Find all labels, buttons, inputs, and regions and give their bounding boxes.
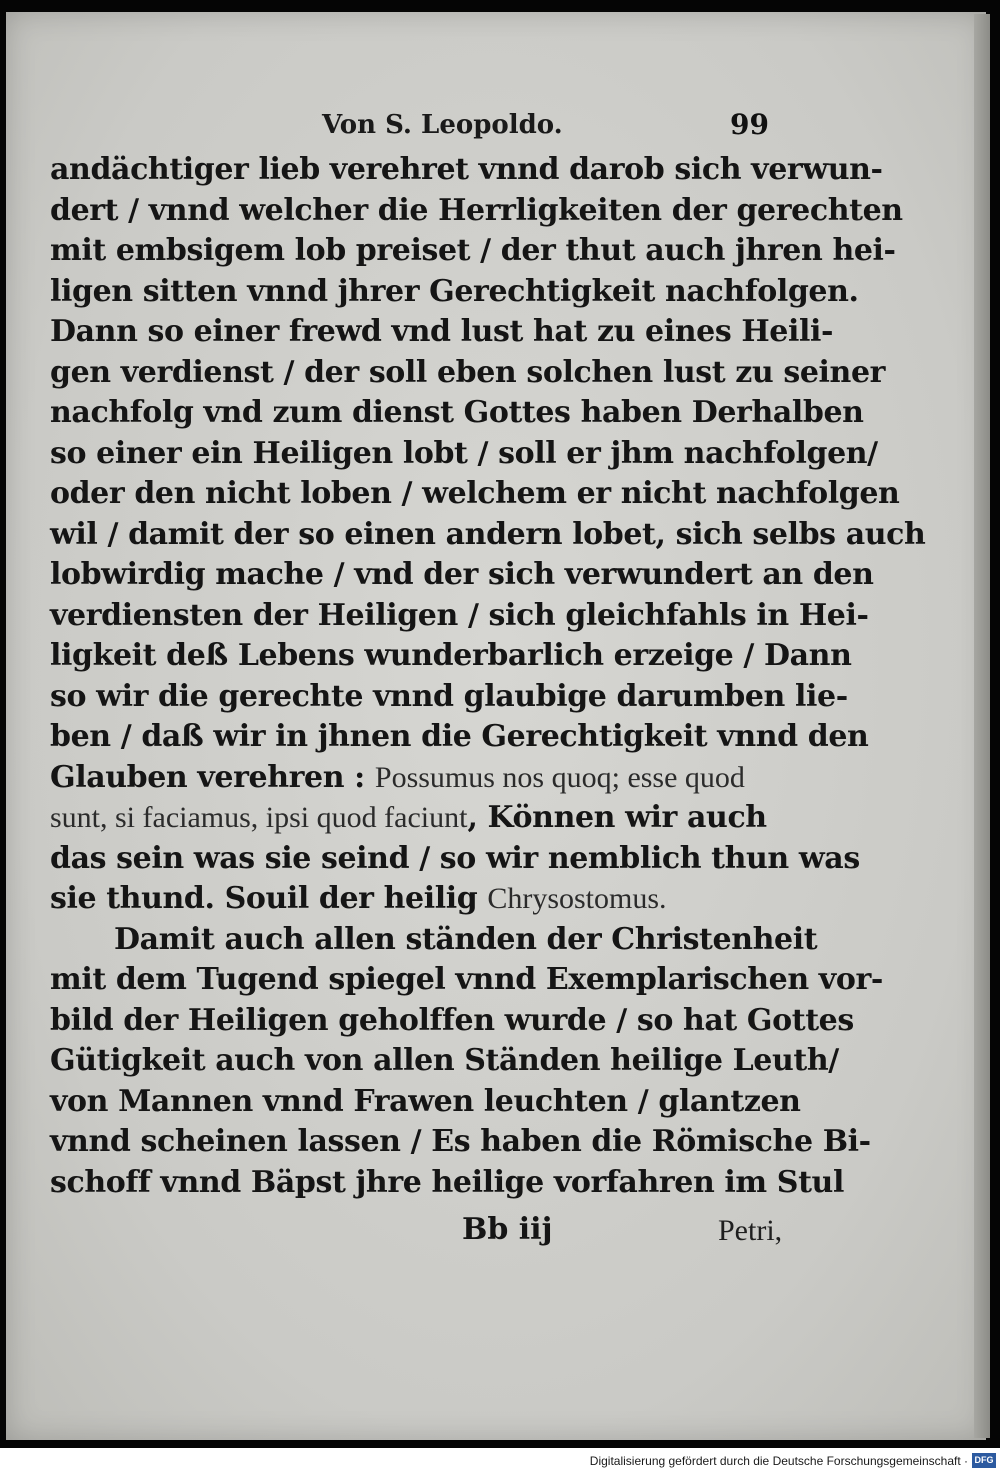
latin-quote: sunt, si faciamus, ipsi quod faciunt [50,801,468,834]
line-text: wil / damit der so einen andern lobet, sich selbs auch [50,516,926,552]
text-line [50,474,900,515]
line-text: mit dem Tugend spiegel vnnd Exemplarischen vor- [50,962,883,997]
text-line [50,393,864,434]
line-text: so einer ein Heiligen lobt / soll er jhm nachfolgen/ [50,435,878,471]
text-line [50,879,800,920]
line-text-after: , Können wir auch [467,800,767,835]
line-text: ligkeit deß Lebens wunderbarlich erzeige / Dann [50,638,852,673]
line-text: Damit auch allen ständen der Christenheit [114,921,818,957]
text-line [50,677,848,718]
text-line [50,150,883,191]
catchword: Petri, [718,1214,783,1247]
page-header [6,108,986,148]
text-line [50,636,852,677]
text-line [50,1001,854,1042]
line-text: nachfolg vnd zum dienst Gottes haben Derhalben [50,395,864,430]
body-text [50,150,926,1203]
line-text: gen verdienst / der soll eben solchen lust zu seiner [50,354,886,390]
line-text: lobwirdig mache / vnd der sich verwundert an den [50,557,874,592]
line-text: Gütigkeit auch von allen Ständen heilige Leuth/ [50,1043,839,1078]
text-line [50,434,878,475]
text-line [50,555,874,596]
line-text: ligen sitten vnnd jhrer Gerechtigkeit nachfolgen. [50,273,859,309]
funding-notice: Digitalisierung gefördert durch die Deutsche Forschungsgemeinschaft · [589,1454,968,1468]
line-text: andächtiger lieb verehret vnnd darob sich verwun- [50,152,883,187]
text-line [50,920,818,961]
text-line [50,798,800,839]
line-text: vnnd scheinen lassen / Es haben die Römische Bi- [50,1124,871,1159]
footer-bar [0,1448,1000,1476]
line-text: Glauben verehren : [50,759,375,795]
page-number: 99 [730,108,769,141]
line-text: mit embsigem lob preiset / der thut auch jhren hei- [50,233,896,268]
line-text: oder den nicht loben / welchem er nicht nachfolgen [50,476,900,511]
line-text: schoff vnnd Bäpst jhre heilige vorfahren im Stul [50,1164,844,1200]
dfg-logo: DFG [972,1453,996,1468]
page-edge [974,14,990,1438]
latin-quote: Possumus nos quoq; esse quod [374,760,745,794]
text-line [50,1163,844,1204]
line-text: sie thund. Souil der heilig [50,881,488,916]
line-text: Dann so einer frewd vnd lust hat zu eines Heili- [50,314,834,349]
text-line [50,231,896,272]
text-line [50,353,886,394]
text-line [50,191,903,232]
text-line [50,1082,800,1123]
text-line [50,960,883,1001]
text-line [50,839,860,880]
text-line [50,272,859,313]
line-text: so wir die gerechte vnnd glaubige darumben lie- [50,678,848,714]
text-line [50,1041,839,1082]
printer-signature: Bb iij [462,1212,553,1247]
text-line [50,717,869,758]
book-page [6,12,986,1440]
text-line [50,758,800,799]
text-line [50,312,834,353]
latin-quote: Chrysostomus. [487,882,667,915]
line-text: ben / daß wir in jhnen die Gerechtigkeit vnnd den [50,719,869,754]
line-text: bild der Heiligen geholffen wurde / so hat Gottes [50,1002,854,1038]
line-text: dert / vnnd welcher die Herrligkeiten der gerechten [50,192,903,228]
line-text: von Mannen vnnd Frawen leuchten / glantzen [50,1083,801,1119]
line-text: verdiensten der Heiligen / sich gleichfahls in Hei- [50,597,869,633]
text-line [50,1122,871,1163]
line-text: das sein was sie seind / so wir nemblich thun was [50,840,860,876]
text-line [50,515,926,556]
signature-row [6,1212,986,1252]
text-line [50,596,869,637]
running-head: Von S. Leopoldo. [322,110,563,140]
